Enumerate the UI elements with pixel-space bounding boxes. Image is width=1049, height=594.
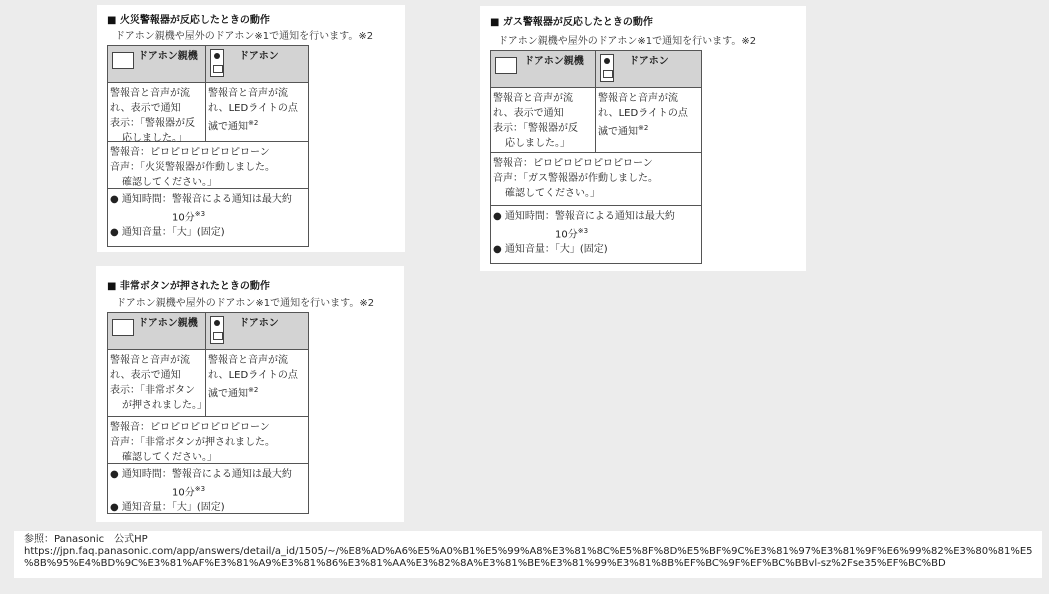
monitor-icon <box>112 52 134 69</box>
text-line: 音声：「火災警報器が作動しました。 <box>110 162 275 173</box>
header-label: ドアホン <box>629 56 669 67</box>
text-line: 表示：「警報器が反 <box>110 118 195 129</box>
header-label: ドアホン親機 <box>138 318 198 329</box>
text-line: 警報音と音声が流 <box>493 93 573 104</box>
sound-info <box>491 153 701 206</box>
sound-info <box>108 142 308 189</box>
text-line: ● 通知音量：「大」(固定) <box>110 227 225 239</box>
text-line: 警報音と音声が流 <box>208 88 288 99</box>
text-line: ● 通知時間：警報音による通知は最大約 <box>493 211 675 222</box>
table-header <box>491 51 701 88</box>
table-header <box>108 46 308 83</box>
text-line: 滅で通知 <box>208 121 248 133</box>
text-line: ● 通知時間：警報音による通知は最大約 <box>110 194 292 205</box>
header-cell-doorphone <box>596 51 701 87</box>
text-line: れ、LEDライトの点 <box>208 370 298 381</box>
emergency-table <box>107 312 309 514</box>
monitor-icon <box>495 57 517 74</box>
text-line: 警報音：ピロピロピロピロピローン <box>110 422 270 433</box>
gas-table <box>490 50 702 264</box>
text-line: 表示：「非常ボタン <box>110 385 195 396</box>
text-line: れ、LEDライトの点 <box>208 103 298 114</box>
doorphone-icon <box>600 54 614 82</box>
fire-subtitle: ドアホン親機や屋外のドアホン※1で通知を行います。※2 <box>115 31 374 42</box>
text-line: 応しました。」 <box>505 138 570 149</box>
reference-url-line-2[interactable]: %8B%95%E4%BD%9C%E3%81%AF%E3%81%A9%E3%81%86%E3%81%AA%E3%82%8A%E3%81%BE%E3%81%99%E3%81%8B%EF%BC%9F%EF%BC%BBvl-sz%2Fse35%EF%BC%BD <box>24 558 946 569</box>
text-line: が押されました。」 <box>122 400 207 411</box>
reference-label: 参照：Panasonic 公式HP <box>24 534 148 545</box>
fire-alarm-panel <box>97 5 405 252</box>
doorphone-action <box>596 88 701 152</box>
text-line: 10分 <box>172 487 195 499</box>
header-label: ドアホン親機 <box>138 51 198 62</box>
text-line: れ、表示で通知 <box>110 103 181 114</box>
gas-title: ■ ガス警報器が反応したときの動作 <box>490 17 653 28</box>
monitor-action <box>108 350 206 416</box>
doorphone-action <box>206 83 308 141</box>
fire-table <box>107 45 309 247</box>
text-line: れ、表示で通知 <box>110 370 181 381</box>
text-line: 警報音と音声が流 <box>110 355 190 366</box>
monitor-action <box>108 83 206 144</box>
fire-title: ■ 火災警報器が反応したときの動作 <box>107 15 270 26</box>
gas-alarm-panel <box>480 6 806 271</box>
header-label: ドアホン <box>239 318 279 329</box>
emergency-title: ■ 非常ボタンが押されたときの動作 <box>107 281 270 292</box>
text-line: 警報音と音声が流 <box>110 88 190 99</box>
text-line: 確認してください。」 <box>122 177 217 188</box>
text-line: 表示：「警報器が反 <box>493 123 578 134</box>
text-line: ● 通知音量：「大」(固定) <box>493 244 608 256</box>
header-cell-monitor <box>491 51 596 87</box>
text-line: 10分 <box>555 229 578 241</box>
header-label: ドアホン <box>239 51 279 62</box>
footnote-mark: ※2 <box>248 119 259 127</box>
emergency-button-panel <box>96 266 404 522</box>
text-line: れ、表示で通知 <box>493 108 564 119</box>
header-label: ドアホン親機 <box>524 56 584 67</box>
emergency-subtitle: ドアホン親機や屋外のドアホン※1で通知を行います。※2 <box>116 298 375 309</box>
text-line: 警報音：ピロピロピロピロピローン <box>493 158 653 169</box>
text-line: れ、LEDライトの点 <box>598 108 688 119</box>
footnote-mark: ※2 <box>248 386 259 394</box>
monitor-action <box>491 88 596 152</box>
text-line: 10分 <box>172 212 195 224</box>
table-row <box>108 350 308 417</box>
text-line: 滅で通知 <box>598 126 638 138</box>
footnote-mark: ※2 <box>638 124 649 132</box>
table-header <box>108 313 308 350</box>
text-line: 警報音：ピロピロピロピロピローン <box>110 147 270 158</box>
header-cell-doorphone <box>206 313 308 349</box>
doorphone-icon <box>210 49 224 77</box>
text-line: 確認してください。」 <box>122 452 217 463</box>
doorphone-action <box>206 350 308 416</box>
reference-footer <box>14 531 1042 578</box>
table-row <box>108 83 308 142</box>
header-cell-monitor <box>108 313 206 349</box>
monitor-icon <box>112 319 134 336</box>
text-line: ● 通知音量：「大」(固定) <box>110 502 225 514</box>
footnote-mark: ※3 <box>194 485 206 493</box>
table-row <box>491 88 701 153</box>
header-cell-doorphone <box>206 46 308 82</box>
text-line: 滅で通知 <box>208 388 248 400</box>
doorphone-icon <box>210 316 224 344</box>
header-cell-monitor <box>108 46 206 82</box>
footnote-mark: ※3 <box>194 210 206 218</box>
footnote-mark: ※3 <box>577 227 589 235</box>
sound-info <box>108 417 308 464</box>
text-line: 音声：「非常ボタンが押されました。 <box>110 437 275 448</box>
reference-url-line-1[interactable]: https://jpn.faq.panasonic.com/app/answers/detail/a_id/1505/~/%E8%AD%A6%E5%A0%B1%E5%99%A8%E3%81%8C%E5%8F%8D%E5%BF%9C%E3%81%97%E3%81%9F%E6%99%82%E3%80%81%E5 <box>24 546 1033 557</box>
text-line: 警報音と音声が流 <box>208 355 288 366</box>
text-line: 応しました。」 <box>122 133 187 144</box>
notification-info <box>108 189 308 243</box>
text-line: 警報音と音声が流 <box>598 93 678 104</box>
notification-info <box>108 464 308 518</box>
text-line: ● 通知時間：警報音による通知は最大約 <box>110 469 292 480</box>
notification-info <box>491 206 701 260</box>
gas-subtitle: ドアホン親機や屋外のドアホン※1で通知を行います。※2 <box>498 36 757 47</box>
text-line: 音声：「ガス警報器が作動しました。 <box>493 173 658 184</box>
text-line: 確認してください。」 <box>505 188 600 199</box>
